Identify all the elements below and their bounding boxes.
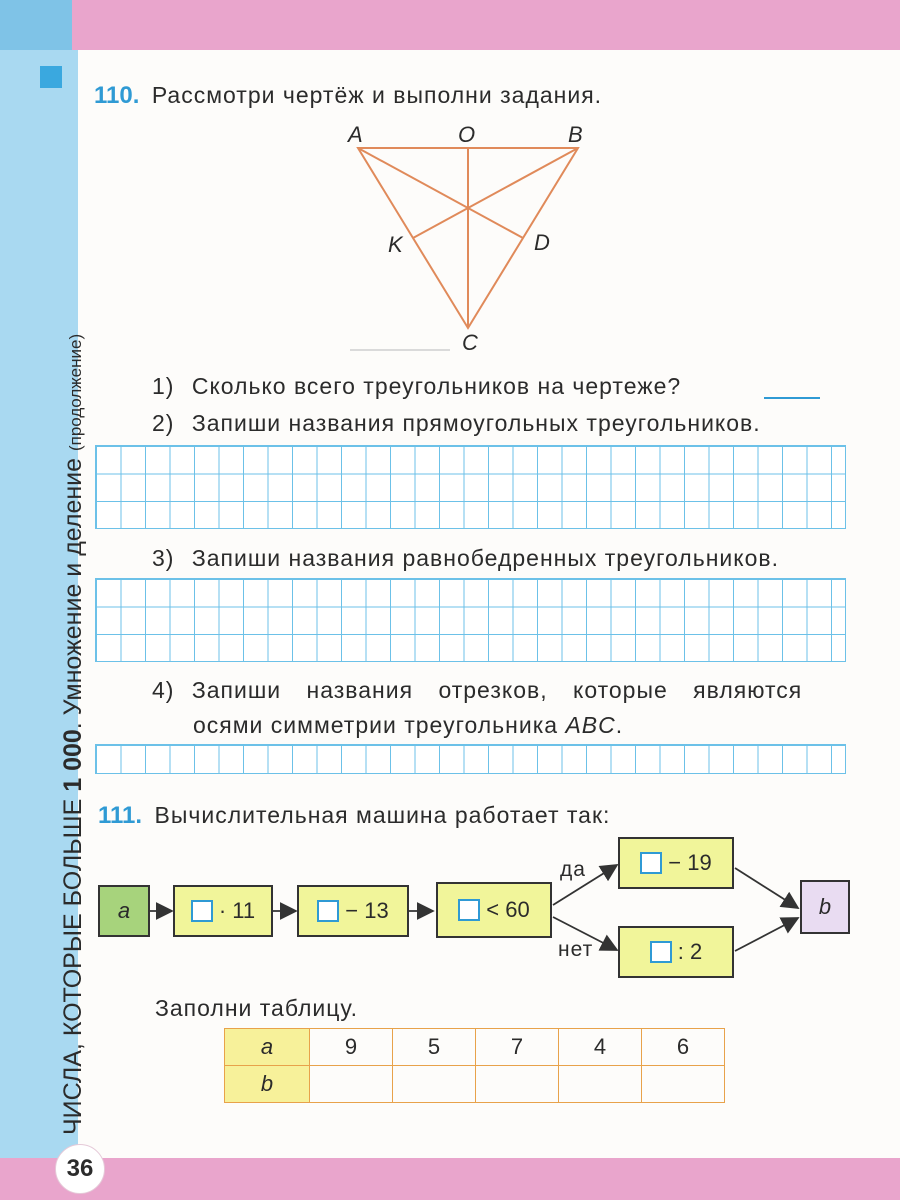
question-4-line2	[193, 712, 623, 739]
flow-input-label: a	[117, 898, 131, 923]
q3-number: 3)	[152, 545, 175, 571]
flow-multiply-box	[173, 885, 273, 937]
cell-a-5: 6	[642, 1029, 725, 1066]
side-title-number: 1 000	[59, 729, 87, 792]
cell-a-1: 9	[310, 1029, 393, 1066]
q1-text: Сколько всего треугольников на чертеже?	[191, 373, 682, 399]
side-title-part4: (продолжение)	[66, 333, 85, 452]
flow-no-label: нет	[558, 938, 594, 961]
blank-square-icon	[317, 900, 339, 922]
flow-input-box	[98, 885, 150, 937]
cell-b-3[interactable]	[476, 1066, 559, 1103]
q4-line1: Запиши названия отрезков, которые являются	[191, 677, 803, 703]
question-1	[152, 373, 681, 400]
q1-number: 1)	[152, 373, 175, 399]
question-2	[152, 410, 761, 437]
table-row-b	[225, 1066, 725, 1103]
side-chapter-title	[58, 35, 88, 1135]
flow-step2: − 13	[345, 898, 389, 923]
label-d: D	[534, 230, 550, 255]
blank-square-icon	[640, 852, 662, 874]
blank-square-icon	[650, 941, 672, 963]
table-row-a	[225, 1029, 725, 1066]
flow-subtract-box	[297, 885, 409, 937]
flow-output-box	[800, 880, 850, 934]
blank-square-icon	[191, 900, 213, 922]
answer-table	[224, 1028, 725, 1103]
flow-yes-op: − 19	[668, 850, 712, 875]
flow-step3: < 60	[486, 897, 530, 922]
row-a-label: a	[225, 1029, 310, 1066]
flow-no-op: : 2	[677, 939, 703, 964]
task110-number: 110.	[94, 82, 140, 109]
task111-title: Вычислительная машина работает так:	[154, 802, 611, 828]
q4-number: 4)	[152, 677, 175, 703]
flow-compare-box	[436, 882, 552, 938]
triangle-drawing	[330, 118, 620, 358]
q4-line2b: ABC	[565, 712, 616, 738]
page-number: 36	[55, 1144, 105, 1194]
flow-yes-label: да	[560, 858, 586, 881]
segment-bk	[413, 148, 578, 238]
label-o: O	[458, 122, 476, 147]
cell-a-4: 4	[559, 1029, 642, 1066]
q4-answer-grid[interactable]	[95, 744, 846, 774]
blank-square-icon	[458, 899, 480, 921]
q4-line2a: осями симметрии треугольника	[193, 712, 566, 738]
segment-ad	[358, 148, 523, 238]
label-c: C	[462, 330, 478, 355]
bottom-pink-band	[0, 1158, 900, 1200]
flow-output-label: b	[818, 894, 832, 919]
question-4	[152, 677, 802, 704]
flow-yes-box	[618, 837, 734, 889]
table-prompt: Заполни таблицу.	[155, 995, 359, 1021]
label-b: B	[568, 122, 583, 147]
q3-text: Запиши названия равнобедренных треугольников.	[191, 545, 779, 571]
q2-number: 2)	[152, 410, 175, 436]
cell-b-5[interactable]	[642, 1066, 725, 1103]
cell-b-1[interactable]	[310, 1066, 393, 1103]
cell-a-3: 7	[476, 1029, 559, 1066]
cell-b-2[interactable]	[393, 1066, 476, 1103]
flow-step1: · 11	[218, 898, 256, 923]
label-a: A	[348, 122, 363, 147]
q2-text: Запиши названия прямоугольных треугольников.	[191, 410, 761, 436]
label-k: K	[388, 232, 403, 257]
side-title-part1: ЧИСЛА, КОТОРЫЕ БОЛЬШЕ	[59, 791, 87, 1135]
flow-no-box	[618, 926, 734, 978]
side-title-part3: . Умножение и деление	[59, 451, 87, 730]
question-3	[152, 545, 779, 572]
cell-a-2: 5	[393, 1029, 476, 1066]
q1-answer-line[interactable]	[764, 397, 820, 399]
q3-answer-grid[interactable]	[95, 578, 846, 662]
task111-heading	[98, 802, 610, 830]
task110-title: Рассмотри чертёж и выполни задания.	[151, 82, 603, 108]
q2-answer-grid[interactable]	[95, 445, 846, 529]
task111-number: 111.	[98, 802, 143, 829]
cell-b-4[interactable]	[559, 1066, 642, 1103]
task110-heading	[94, 82, 602, 110]
q4-line2c: .	[615, 712, 624, 738]
row-b-label: b	[225, 1066, 310, 1103]
top-pink-band	[0, 0, 900, 50]
